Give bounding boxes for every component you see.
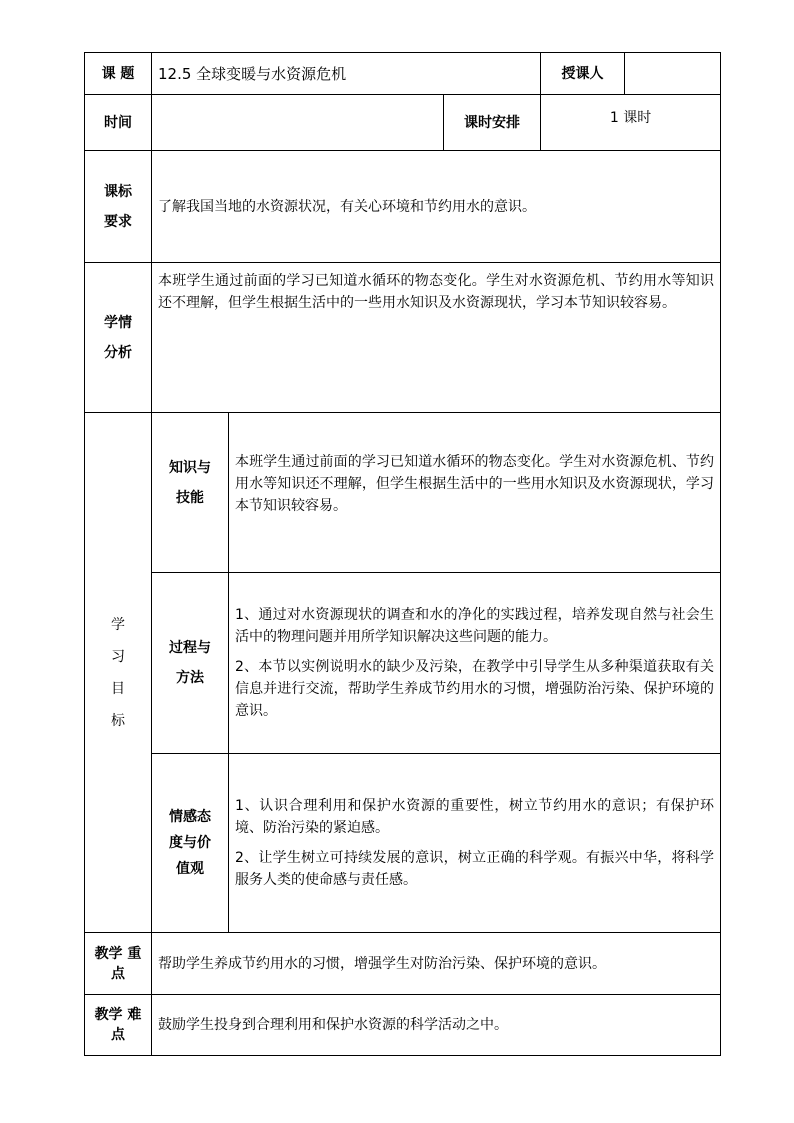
emotion-para-2: 2、让学生树立可持续发展的意识，树立正确的科学观。有振兴中华，将科学服务人类的使命感与责任感。 xyxy=(235,850,715,888)
period-value: 1 课时 xyxy=(541,95,721,151)
teacher-value xyxy=(625,53,721,95)
learner-text: 本班学生通过前面的学习已知道水循环的物态变化。学生对水资源危机、节约用水等知识还不理解，但学生根据生活中的一些用水知识及水资源现状，学习本节知识较容易。 xyxy=(152,263,721,413)
learner-label xyxy=(85,263,152,413)
topic-label: 课 题 xyxy=(85,53,152,95)
time-label: 时间 xyxy=(85,95,152,151)
emotion-label-line2: 度与价 xyxy=(169,835,211,851)
topic-value: 12.5 全球变暖与水资源危机 xyxy=(152,53,541,95)
difficulty-label-line2: 点 xyxy=(111,1027,125,1043)
objectives-char-2: 习 xyxy=(111,648,125,665)
emotion-label-line1: 情感态 xyxy=(169,809,211,825)
emotion-label xyxy=(152,754,229,933)
emotion-label-line3: 值观 xyxy=(176,861,204,877)
difficulty-label-line1: 教学 难 xyxy=(94,1007,142,1023)
difficulty-text: 鼓励学生投身到合理利用和保护水资源的科学活动之中。 xyxy=(152,995,721,1056)
curriculum-label xyxy=(85,151,152,263)
learner-label-line2: 分析 xyxy=(104,344,132,361)
knowledge-label-line1: 知识与 xyxy=(169,460,211,476)
key-point-row xyxy=(85,933,721,995)
difficulty-label xyxy=(85,995,152,1056)
objectives-label xyxy=(85,413,152,933)
objectives-char-1: 学 xyxy=(111,616,125,633)
emotion-text xyxy=(229,754,721,933)
curriculum-label-line1: 课标 xyxy=(104,183,132,200)
knowledge-label xyxy=(152,413,229,573)
process-para-2: 2、本节以实例说明水的缺少及污染，在教学中引导学生从多种渠道获取有关信息并进行交流，帮助学生养成节约用水的习惯，增强防治污染、保护环境的意识。 xyxy=(235,659,715,719)
key-point-label-line2: 点 xyxy=(111,965,125,982)
learner-label-line1: 学情 xyxy=(104,314,132,331)
emotion-row xyxy=(85,754,721,933)
process-para-1: 1、通过对水资源现状的调查和水的净化的实践过程，培养发现自然与社会生活中的物理问题并用所学知识解决这些问题的能力。 xyxy=(235,607,715,645)
curriculum-text: 了解我国当地的水资源状况，有关心环境和节约用水的意识。 xyxy=(152,151,721,263)
key-point-text: 帮助学生养成节约用水的习惯，增强学生对防治污染、保护环境的意识。 xyxy=(152,933,721,995)
key-point-label xyxy=(85,933,152,995)
time-value xyxy=(152,95,444,151)
emotion-para-1: 1、认识合理利用和保护水资源的重要性，树立节约用水的意识；有保护环境、防治污染的紧迫感。 xyxy=(235,798,715,836)
time-row xyxy=(85,95,721,151)
teacher-label: 授课人 xyxy=(541,53,625,95)
curriculum-label-line2: 要求 xyxy=(104,213,132,230)
process-label-line1: 过程与 xyxy=(169,640,211,656)
lesson-plan-table xyxy=(84,52,721,1056)
process-label xyxy=(152,573,229,754)
process-text xyxy=(229,573,721,754)
process-row xyxy=(85,573,721,754)
objectives-char-3: 目 xyxy=(111,680,125,697)
knowledge-label-line2: 技能 xyxy=(176,490,204,506)
process-label-line2: 方法 xyxy=(176,670,204,686)
key-point-label-line1: 教学 重 xyxy=(94,945,142,962)
objectives-char-4: 标 xyxy=(111,712,125,729)
knowledge-text: 本班学生通过前面的学习已知道水循环的物态变化。学生对水资源危机、节约用水等知识还不理解，但学生根据生活中的一些用水知识及水资源现状，学习本节知识较容易。 xyxy=(229,413,721,573)
period-label: 课时安排 xyxy=(444,95,541,151)
topic-row xyxy=(85,53,721,95)
difficulty-row xyxy=(85,995,721,1056)
learner-row xyxy=(85,263,721,413)
curriculum-row xyxy=(85,151,721,263)
knowledge-row xyxy=(85,413,721,573)
